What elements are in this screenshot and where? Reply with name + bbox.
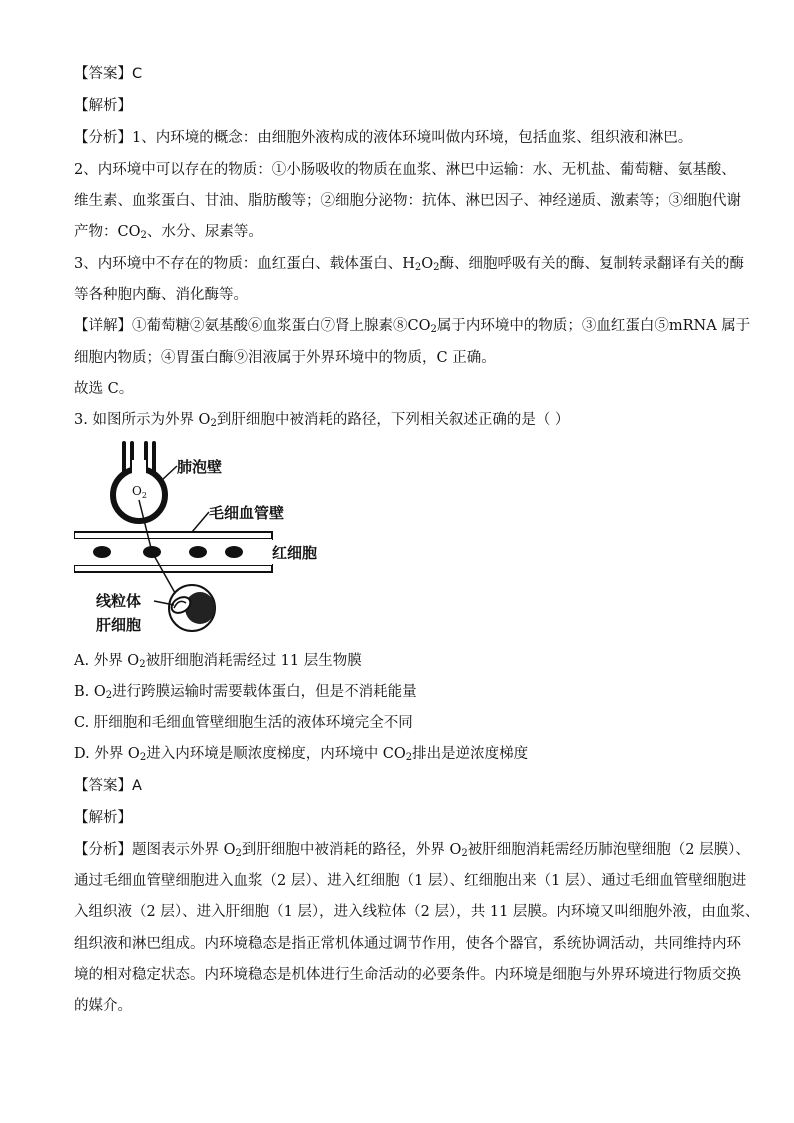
analysis-heading: 【解析】 <box>74 98 132 114</box>
analysis-paragraph: 3、内环境中不存在的物质：血红蛋白、载体蛋白、$H_2O_2$酶、细胞呼吸有关的酶、复制转录翻译有关的酶 <box>74 256 745 273</box>
mito-label: 线粒体 <box>96 592 142 610</box>
o2-label: $O_2$ <box>132 484 147 500</box>
o2-pathway-diagram <box>74 440 334 640</box>
question-stem: 3. 如图所示为外界 $O_2$到肝细胞中被消耗的路径，下列相关叙述正确的是（ ） <box>74 412 570 429</box>
conclusion-text: 故选 C。 <box>74 381 134 397</box>
analysis-paragraph: 境的相对稳定状态。内环境稳态是机体进行生命活动的必要条件。内环境是细胞与外界环境进行物质交换 <box>74 967 741 983</box>
analysis-paragraph: 2、内环境中可以存在的物质：①小肠吸收的物质在血浆、淋巴中运输：水、无机盐、葡萄糖、氨基酸、 <box>74 162 736 178</box>
option-a: A. 外界 $O_2$被肝细胞消耗需经过 11 层生物膜 <box>74 653 362 670</box>
answer-label: 【答案】A <box>74 778 142 794</box>
analysis-paragraph: 组织液和淋巴组成。内环境稳态是指正常机体通过调节作用，使各个器官，系统协调活动，共同维持内环 <box>74 936 741 952</box>
analysis-paragraph: 维生素、血浆蛋白、甘油、脂肪酸等；②细胞分泌物：抗体、淋巴因子、神经递质、激素等；③细胞代谢 <box>74 193 741 209</box>
capillary-label: 毛细血管壁 <box>209 504 285 522</box>
analysis-paragraph: 入组织液（2 层）、进入肝细胞（1 层），进入线粒体（2 层），共 11 层膜。内环境又叫细胞外液，由血浆、 <box>74 904 760 920</box>
analysis-paragraph: 【分析】题图表示外界 $O_2$到肝细胞中被消耗的路径，外界 $O_2$被肝细胞消耗需经历肺泡壁细胞（2 层膜）、 <box>74 842 750 859</box>
option-b: B. $O_2$进行跨膜运输时需要载体蛋白，但是不消耗能量 <box>74 684 417 701</box>
analysis-paragraph: 【分析】1、内环境的概念：由细胞外液构成的液体环境叫做内环境，包括血浆、组织液和淋巴。 <box>74 130 693 146</box>
rbc-label: 红细胞 <box>272 544 318 562</box>
alveolus-icon <box>113 443 165 521</box>
analysis-paragraph: 产物：$CO_2$、水分、尿素等。 <box>74 224 263 241</box>
liver-label: 肝细胞 <box>96 616 142 634</box>
detail-paragraph: 细胞内物质；④胃蛋白酶⑨泪液属于外界环境中的物质，C 正确。 <box>74 350 496 366</box>
analysis-paragraph: 等各种胞内酶、消化酶等。 <box>74 287 248 303</box>
answer-label: 【答案】C <box>74 66 143 82</box>
option-d: D. 外界 $O_2$进入内环境是顺浓度梯度，内环境中 $CO_2$排出是逆浓度梯度 <box>74 746 529 763</box>
alveolus-label: 肺泡壁 <box>177 458 223 476</box>
option-c: C. 肝细胞和毛细血管壁细胞生活的液体环境完全不同 <box>74 715 413 731</box>
detail-paragraph: 【详解】①葡萄糖②氨基酸⑥血浆蛋白⑦肾上腺素$⑧CO_2$属于内环境中的物质；③血红蛋白⑤mRNA 属于 <box>74 318 751 335</box>
analysis-heading: 【解析】 <box>74 810 132 826</box>
analysis-paragraph: 通过毛细血管壁细胞进入血浆（2 层）、进入红细胞（1 层）、红细胞出来（1 层）、通过毛细血管壁细胞进 <box>74 873 747 889</box>
analysis-paragraph: 的媒介。 <box>74 998 132 1014</box>
liver-cell-icon <box>169 585 215 631</box>
